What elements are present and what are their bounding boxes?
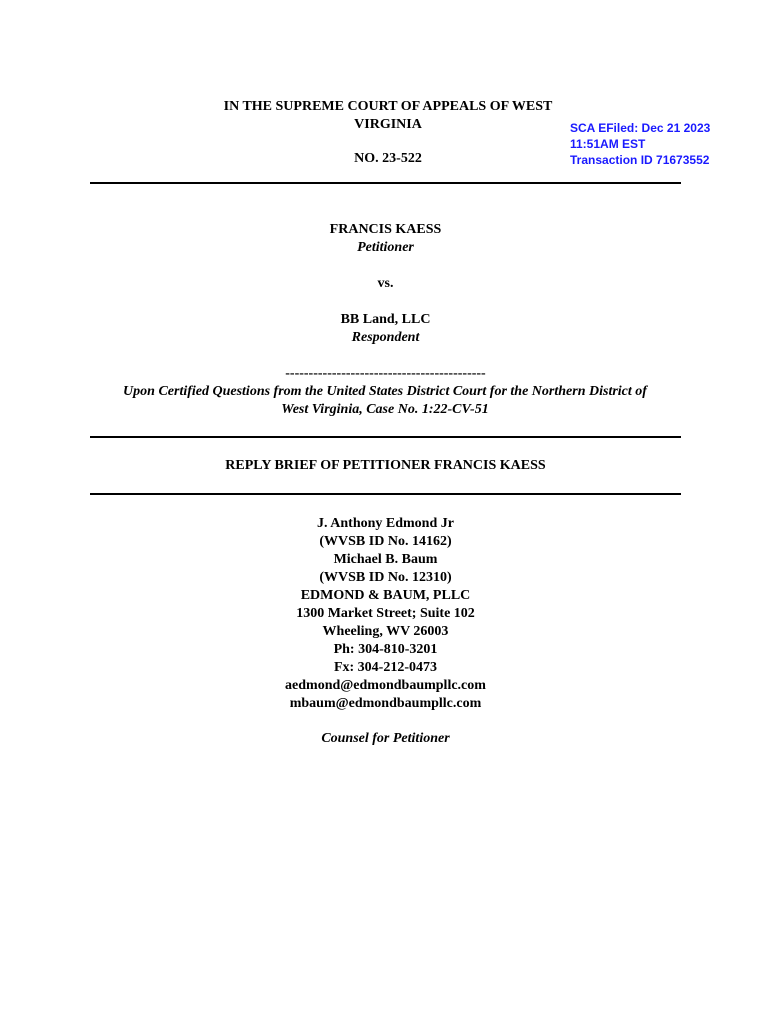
counsel-line: mbaum@edmondbaumpllc.com [289,696,482,711]
counsel-block [90,515,681,713]
certified-questions [60,383,710,419]
counsel-line: Michael B. Baum [333,552,438,567]
certified-line-2: West Virginia, Case No. 1:22-CV-51 [281,402,489,417]
counsel-line: EDMOND & BAUM, PLLC [300,588,471,603]
court-name-line-1: IN THE SUPREME COURT OF APPEALS OF WEST [223,99,553,114]
efiled-date: SCA EFiled: Dec 21 2023 [570,121,711,135]
court-name-line-2: VIRGINIA [354,117,422,132]
horizontal-rule-top [90,182,681,184]
counsel-line: 1300 Market Street; Suite 102 [296,606,475,621]
counsel-line: Fx: 304-212-0473 [333,660,438,675]
counsel-line: J. Anthony Edmond Jr [317,516,454,531]
case-number: NO. 23-522 [354,151,422,166]
horizontal-rule-bottom [90,493,681,495]
respondent-block [90,311,681,347]
efiled-transaction-id: Transaction ID 71673552 [570,153,710,167]
petitioner-name: FRANCIS KAESS [329,222,442,237]
counsel-line: Wheeling, WV 26003 [322,624,449,639]
versus-label: vs. [377,276,394,291]
brief-title: REPLY BRIEF OF PETITIONER FRANCIS KAESS [225,458,546,473]
counsel-for-label: Counsel for Petitioner [321,731,450,746]
petitioner-block [90,221,681,257]
counsel-line: Ph: 304-810-3201 [333,642,438,657]
court-heading [188,98,588,168]
efiled-time: 11:51AM EST [570,137,646,151]
respondent-role: Respondent [351,330,420,345]
certified-line-1: Upon Certified Questions from the United States District Court for the Northern District of [123,384,647,399]
counsel-line: (WVSB ID No. 12310) [319,570,452,585]
horizontal-rule-middle [90,436,681,438]
petitioner-role: Petitioner [357,240,414,255]
dash-separator: ------------------------------------------- [285,366,486,381]
counsel-line: (WVSB ID No. 14162) [319,534,452,549]
efiled-stamp [570,120,765,168]
respondent-name: BB Land, LLC [340,312,431,327]
counsel-line: aedmond@edmondbaumpllc.com [285,678,486,693]
